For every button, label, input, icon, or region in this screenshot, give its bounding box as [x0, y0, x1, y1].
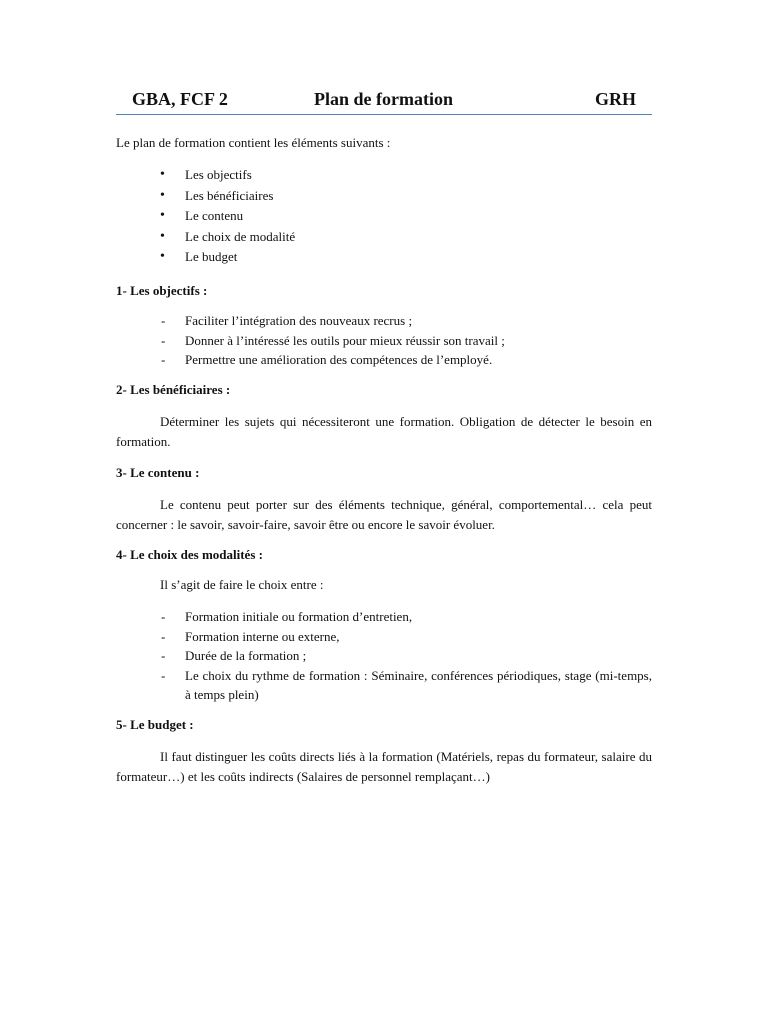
page-header [116, 84, 652, 115]
list-item: - Formation initiale ou formation d’entretien, [116, 607, 652, 627]
budget-text: Il faut distinguer les coûts directs liés à la formation (Matériels, repas du formateur, salaire du formateur…) et les coûts indirects (Salaires de personnel remplaçant…) [116, 749, 652, 784]
list-item: - Donner à l’intéressé les outils pour mieux réussir son travail ; [116, 331, 652, 351]
list-item: • Le choix de modalité [116, 227, 295, 248]
intro-text: Le plan de formation contient les éléments suivants : [116, 135, 391, 150]
section-title-modalites: 4- Le choix des modalités : [116, 547, 263, 562]
list-item: • Le contenu [116, 206, 295, 227]
list-item: - Faciliter l’intégration des nouveaux recrus ; [116, 311, 652, 331]
modalites-list [116, 607, 652, 705]
modalites-lead: Il s’agit de faire le choix entre : [160, 577, 324, 592]
list-item: • Les bénéficiaires [116, 186, 295, 207]
section-title-contenu: 3- Le contenu : [116, 465, 200, 480]
list-item: • Les objectifs [116, 165, 295, 186]
list-item: - Durée de la formation ; [116, 646, 652, 666]
objectifs-list [116, 311, 652, 370]
header-title: Plan de formation [314, 89, 453, 109]
beneficiaires-text: Déterminer les sujets qui nécessiteront une formation. Obligation de détecter le besoin en formation. [116, 414, 652, 449]
elements-list [116, 165, 295, 268]
section-title-beneficiaires: 2- Les bénéficiaires : [116, 382, 231, 397]
list-item: • Le budget [116, 247, 295, 268]
list-item: - Permettre une amélioration des compétences de l’employé. [116, 350, 652, 370]
header-subject: GRH [594, 89, 636, 109]
header-course: GBA, FCF 2 [132, 89, 228, 109]
section-title-objectifs: 1- Les objectifs : [116, 283, 208, 298]
section-title-budget: 5- Le budget : [116, 717, 194, 732]
contenu-text: Le contenu peut porter sur des éléments technique, général, comportemental… cela peut concerner : le savoir, savoir-faire, savoir être ou encore le savoir évoluer. [116, 497, 652, 532]
document-page [116, 84, 652, 784]
list-item: - Formation interne ou externe, [116, 627, 652, 647]
list-item: - Le choix du rythme de formation : Séminaire, conférences périodiques, stage (mi-temps, à temps plein) [116, 666, 652, 705]
